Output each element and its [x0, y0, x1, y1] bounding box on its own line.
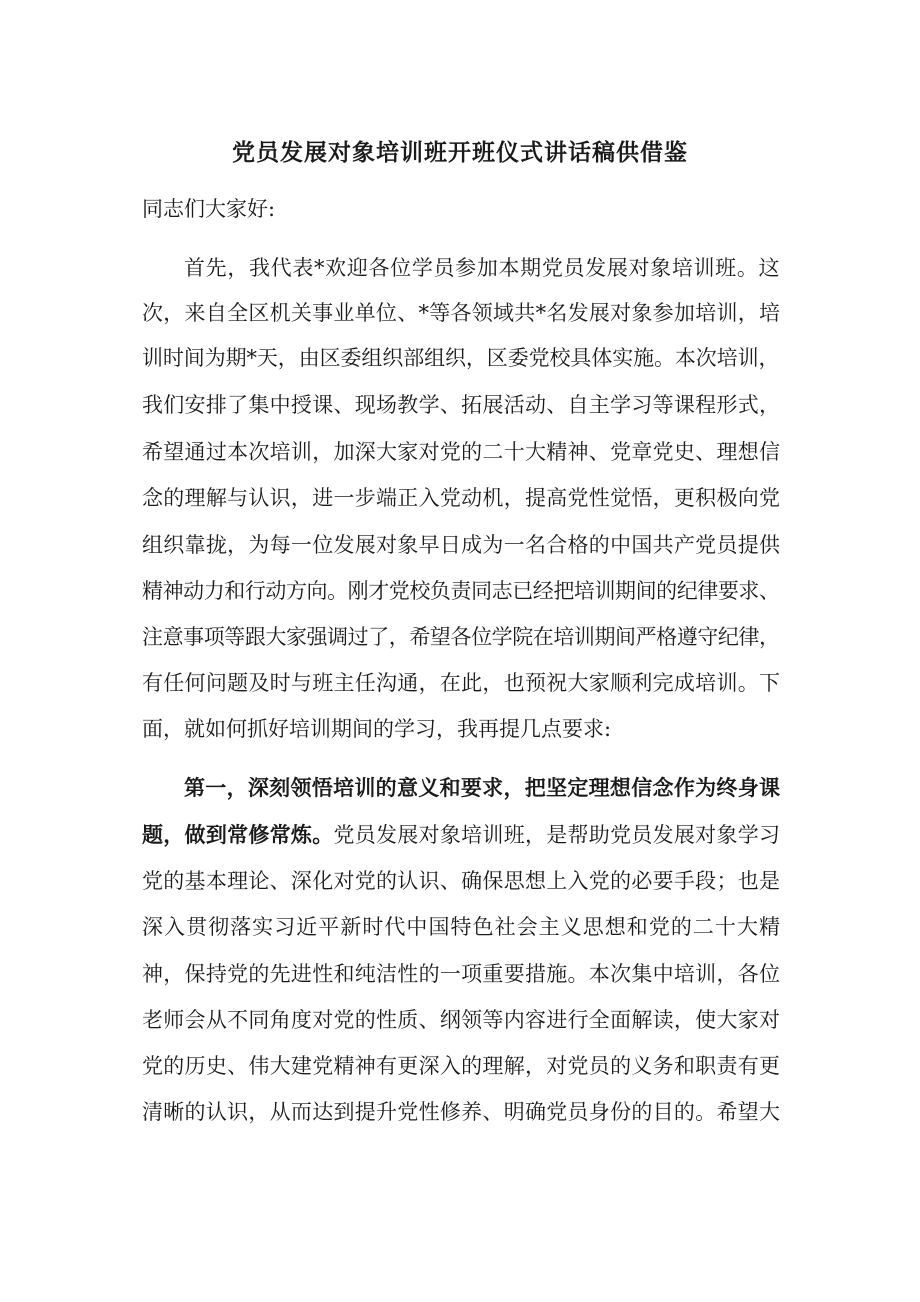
paragraph2-line-2-rest: 党员发展对象培训班，是帮助党员发展对象学习 — [333, 823, 781, 847]
paragraph2-line-5: 神，保持党的先进性和纯洁性的一项重要措施。本次集中培训，各位 — [142, 962, 781, 986]
paragraph2-heading-line-2: 题，做到常修常炼。 — [142, 822, 334, 847]
paragraph2-line-2 — [142, 820, 780, 850]
salutation: 同志们大家好: — [142, 197, 276, 221]
paragraph2-line-6: 老师会从不同角度对党的性质、纲领等内容进行全面解读，使大家对 — [142, 1008, 781, 1032]
paragraph1-line-9: 注意事项等跟大家强调过了，希望各位学院在培训期间严格遵守纪律， — [142, 625, 780, 649]
paragraph1-line-1: 首先，我代表*欢迎各位学员参加本期党员发展对象培训班。这 — [184, 256, 781, 280]
paragraph1-line-11: 面，就如何抓好培训期间的学习，我再提几点要求: — [142, 717, 612, 741]
paragraph1-line-3: 训时间为期*天，由区委组织部组织，区委党校具体实施。本次培训， — [142, 346, 780, 370]
paragraph2-line-7: 党的历史、伟大建党精神有更深入的理解，对党员的义务和职责有更 — [142, 1054, 781, 1078]
paragraph2-line-3: 党的基本理论、深化对党的认识、确保思想上入党的必要手段；也是 — [142, 869, 781, 893]
paragraph2-line-8: 清晰的认识，从而达到提升党性修养、明确党员身份的目的。希望大 — [142, 1100, 781, 1124]
paragraph1-line-5: 希望通过本次培训，加深大家对党的二十大精神、党章党史、理想信 — [142, 440, 781, 464]
paragraph1-line-10: 有任何问题及时与班主任沟通，在此，也预祝大家顺利完成培训。下 — [142, 671, 781, 695]
paragraph2-heading-line-1: 第一，深刻领悟培训的意义和要求，把坚定理想信念作为终身课 — [184, 775, 781, 800]
paragraph1-line-2: 次，来自全区机关事业单位、*等各领域共*名发展对象参加培训，培 — [142, 301, 781, 325]
paragraph1-line-7: 组织靠拢，为每一位发展对象早日成为一名合格的中国共产党员提供 — [142, 533, 781, 557]
paragraph1-line-8: 精神动力和行动方向。刚才党校负责同志已经把培训期间的纪律要求、 — [142, 579, 780, 603]
paragraph2-line-4: 深入贯彻落实习近平新时代中国特色社会主义思想和党的二十大精 — [142, 915, 782, 939]
paragraph1-line-4: 我们安排了集中授课、现场教学、拓展活动、自主学习等课程形式， — [142, 393, 781, 417]
paragraph1-line-6: 念的理解与认识，进一步端正入党动机，提高党性觉悟，更积极向党 — [142, 486, 781, 510]
document-title: 党员发展对象培训班开班仪式讲话稿供借鉴 — [232, 139, 688, 166]
